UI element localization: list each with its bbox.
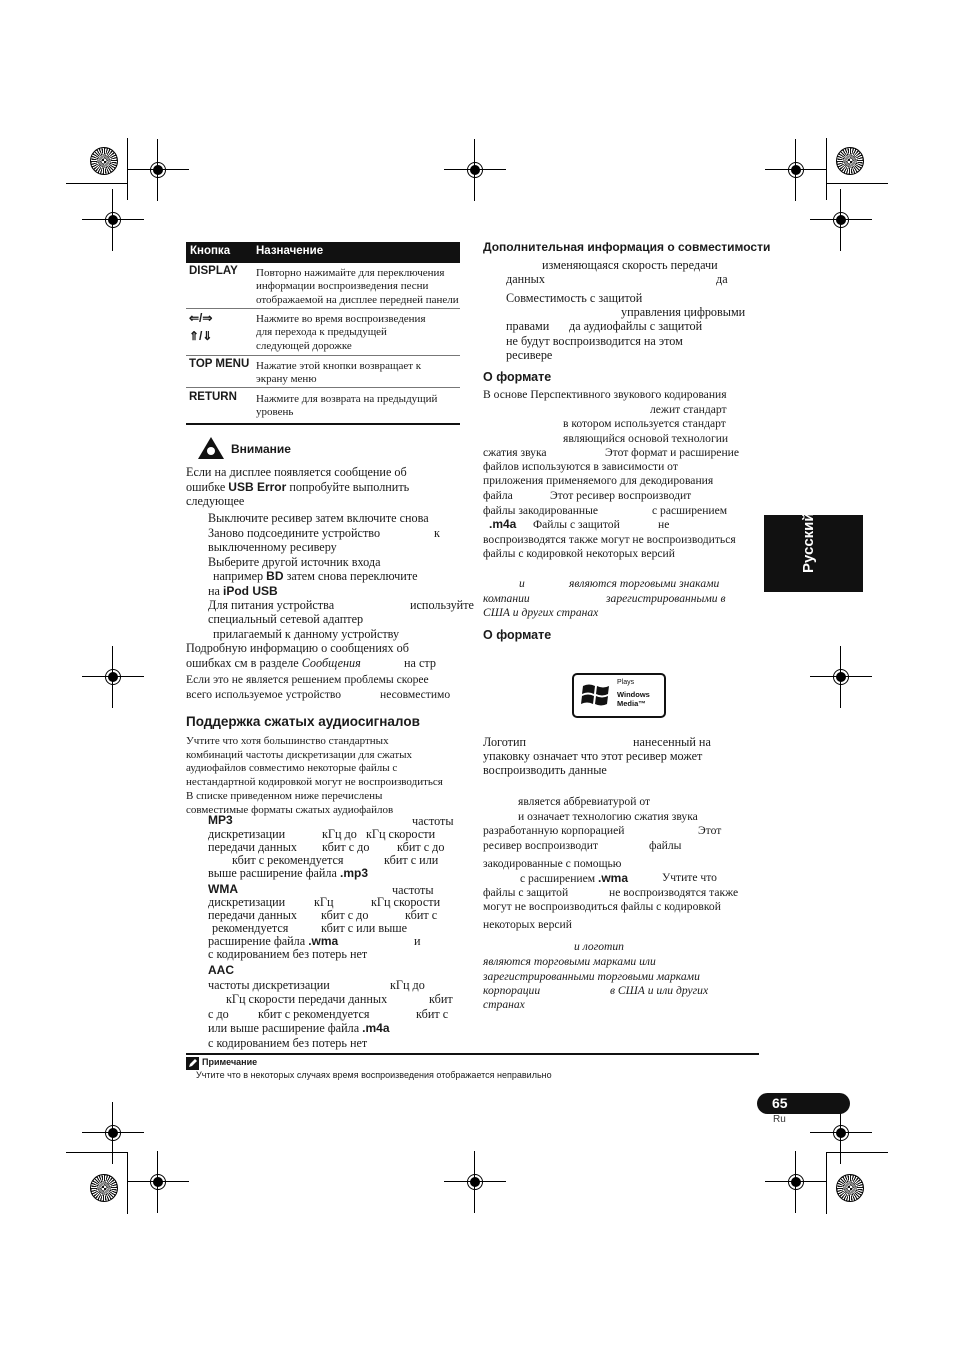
caution-text: используйте	[410, 598, 474, 612]
warning-icon	[197, 436, 225, 460]
section-heading: О формате	[483, 370, 552, 384]
caution-text: на iPod USB	[208, 584, 278, 598]
crosshair-icon	[143, 155, 173, 185]
crosshair-icon	[826, 205, 856, 235]
page-number: 65	[772, 1095, 788, 1111]
caution-text: прилагаемый к данному устройству	[213, 627, 400, 641]
format-label-mp3: MP3	[208, 813, 233, 827]
caution-text: следующее	[186, 494, 245, 508]
caution-text: Если это не является решением проблемы скорее	[186, 673, 429, 686]
caution-text: Если на дисплее появляется сообщение об	[186, 465, 407, 479]
row-key: DISPLAY	[189, 265, 238, 277]
note-pencil-icon	[186, 1057, 199, 1070]
paragraph-line: В списке приведенном ниже перечислены	[186, 789, 383, 802]
crosshair-icon	[143, 1167, 173, 1197]
caution-text: к	[434, 526, 440, 540]
caution-text: выключенному ресиверу	[208, 540, 337, 554]
paragraph-line: Учтите что хотя большинство стандартных	[186, 735, 389, 747]
crosshair-icon	[98, 205, 128, 235]
page-language: Ru	[773, 1114, 786, 1125]
column-header-button: Кнопка	[190, 245, 231, 257]
row-text: уровень	[256, 406, 294, 419]
paragraph-line: комбинаций частоты дискретизации для сжатых	[186, 748, 413, 761]
crosshair-icon	[826, 1118, 856, 1148]
format-label-wma: WMA	[208, 882, 238, 896]
caution-text: на стр	[404, 656, 436, 670]
crosshair-icon	[781, 155, 811, 185]
crosshair-icon	[826, 662, 856, 692]
table-header	[186, 242, 460, 263]
crosshair-icon	[98, 662, 128, 692]
caution-text: Выберите другой источник входа	[208, 555, 381, 569]
format-label-aac: AAC	[208, 963, 234, 977]
row-key: TOP MENU	[189, 358, 250, 370]
section-heading: Поддержка сжатых аудиосигналов	[186, 714, 420, 729]
note-title: Примечание	[202, 1057, 258, 1067]
caution-text: несовместимо	[380, 688, 451, 701]
caution-text: например BD затем снова переключите	[213, 569, 418, 583]
row-text: Нажмите во время воспроизведения	[256, 313, 426, 325]
paragraph-line: совместимые форматы сжатых аудиофайлов	[186, 803, 394, 816]
section-heading: О формате	[483, 628, 552, 642]
row-text: отображаемой на дисплее передней панели	[256, 293, 459, 306]
section-heading: Дополнительная информация о совместимости	[483, 240, 771, 254]
caution-text: ошибке USB Error попробуйте выполнить	[186, 480, 410, 494]
caution-text: Для питания устройства	[208, 598, 335, 612]
caution-title: Внимание	[231, 442, 291, 456]
crosshair-icon	[460, 155, 490, 185]
row-text: следующей дорожке	[256, 339, 352, 352]
row-text: Нажмите для возврата на предыдущий	[256, 393, 438, 405]
crosshair-icon	[781, 1167, 811, 1197]
caution-text: Выключите ресивер затем включите снова	[208, 511, 429, 525]
language-side-tab: Русский	[764, 515, 863, 592]
caution-text: всего используемое устройство	[186, 688, 342, 701]
left-right-arrows-icon: ⇐/⇒	[189, 311, 213, 325]
row-key: RETURN	[189, 391, 237, 403]
windows-media-logo: Plays Windows Media™	[572, 673, 666, 718]
caution-text: Заново подсоедините устройство	[208, 526, 381, 540]
row-text: для перехода к предыдущей	[256, 326, 387, 339]
paragraph-line: аудиофайлов совместимо некоторые файлы с	[186, 762, 398, 775]
row-text: экрану меню	[256, 373, 317, 386]
windows-flag-icon	[580, 681, 612, 709]
registration-star-icon	[90, 1174, 118, 1202]
column-header-purpose: Назначение	[256, 245, 324, 257]
row-text: Повторно нажимайте для переключения	[256, 267, 445, 279]
note-text: Учтите что в некоторых случаях время воспроизведения отображается неправильно	[196, 1070, 552, 1080]
crosshair-icon	[460, 1167, 490, 1197]
caution-text: Подробную информацию о сообщениях об	[186, 641, 409, 655]
crosshair-icon	[98, 1118, 128, 1148]
page-number-badge	[757, 1093, 850, 1114]
registration-star-icon	[836, 147, 864, 175]
row-text: информации воспроизведения песни	[256, 280, 429, 293]
caution-text: ошибках см в разделе Сообщения	[186, 656, 361, 670]
row-text: Нажатие этой кнопки возвращает к	[256, 360, 422, 372]
paragraph-line: нестандартной кодировкой могут не воспроизводиться	[186, 776, 443, 789]
registration-star-icon	[90, 147, 118, 175]
registration-star-icon	[836, 1174, 864, 1202]
up-down-arrows-icon: ⇑/⇓	[189, 329, 213, 343]
caution-text: специальный сетевой адаптер	[208, 612, 364, 626]
